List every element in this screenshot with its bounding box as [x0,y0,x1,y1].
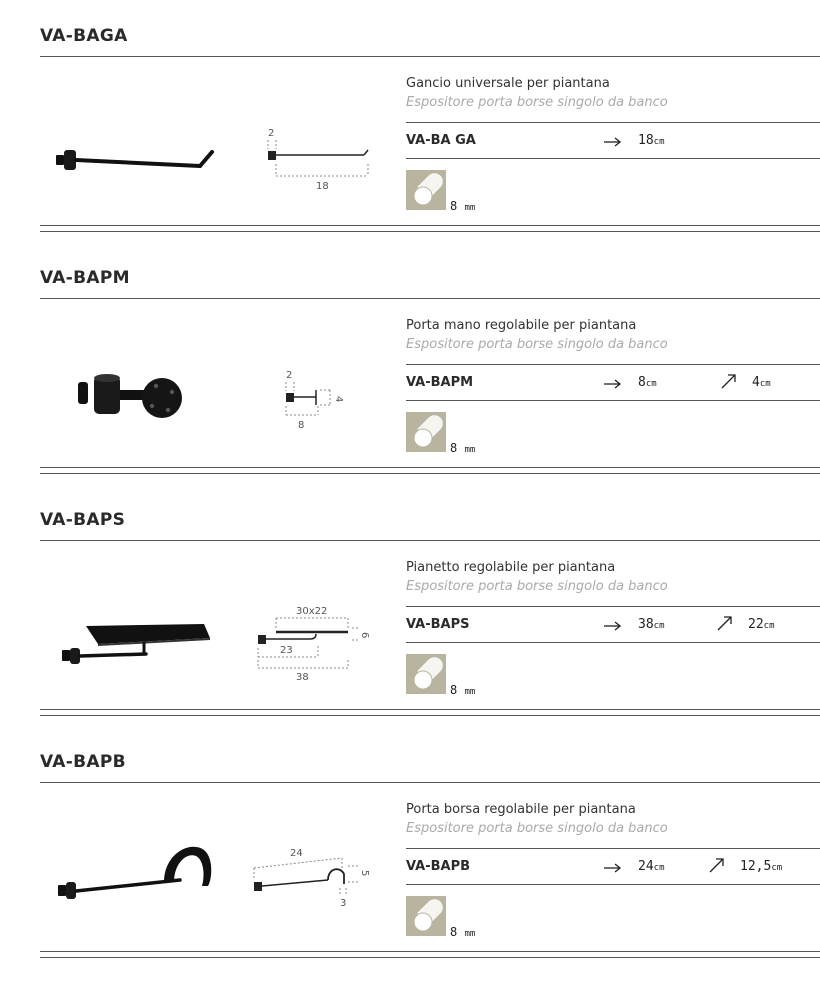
technical-drawing [248,312,388,462]
product-subtitle: Espositore porta borse singolo da banco [406,821,668,836]
product-code: VA-BAPM [406,375,474,390]
tube-diameter-value: 8 mm [450,199,476,213]
product-title: VA-BAPM [40,268,130,288]
product-photo-shelf [40,554,240,704]
divider [406,642,820,643]
product-description: Porta mano regolabile per piantana [406,318,637,333]
dim-label: 2 [268,128,275,139]
arrow-right-icon [602,128,624,150]
arrow-right-icon [602,854,624,876]
divider [40,709,820,710]
divider [40,473,820,474]
height-value: 4cm [752,375,771,390]
product-subtitle: Espositore porta borse singolo da banco [406,337,668,352]
dim-label: 6 [359,632,370,639]
divider [406,884,820,885]
length-value: 18cm [638,133,665,148]
tube-diameter-icon [406,170,446,210]
divider [406,400,820,401]
product-title: VA-BAPS [40,510,126,530]
arrow-diagonal-icon [714,612,736,634]
arrow-right-icon [602,612,624,634]
length-value: 38cm [638,617,665,632]
dim-label: 3 [340,898,347,909]
product-code: VA-BAPB [406,859,471,874]
tube-diameter-value: 8 mm [450,925,476,939]
arrow-diagonal-icon [718,370,740,392]
product-photo-bag-holder [40,796,240,946]
divider [40,951,820,952]
product-info [406,726,820,951]
dim-label: 24 [290,848,303,859]
divider [40,231,820,232]
dim-label: 30x22 [296,606,328,617]
dim-label: 38 [296,672,309,683]
product-code: VA-BAPS [406,617,470,632]
tube-diameter-icon [406,896,446,936]
technical-drawing [248,796,388,946]
divider [406,606,820,607]
dim-label: 8 [298,420,305,431]
divider [406,122,820,123]
product-description: Porta borsa regolabile per piantana [406,802,636,817]
dim-label: 4 [333,396,344,403]
product-photo-hand [40,312,240,462]
length-value: 8cm [638,375,657,390]
technical-drawing [248,554,388,704]
divider [406,848,820,849]
tube-diameter-value: 8 mm [450,441,476,455]
tube-diameter-value: 8 mm [450,683,476,697]
arrow-diagonal-icon [706,854,728,876]
divider [40,467,820,468]
product-title: VA-BAPB [40,752,126,772]
divider [40,225,820,226]
product-description: Gancio universale per piantana [406,76,610,91]
product-code: VA-BA GA [406,133,476,148]
dim-label: 18 [316,181,329,192]
height-value: 12,5cm [740,859,783,874]
product-info [406,0,820,225]
divider [40,957,820,958]
product-section-bapb [0,726,820,968]
tube-diameter-icon [406,412,446,452]
product-info [406,242,820,467]
product-section-baps [0,484,820,726]
height-value: 22cm [748,617,775,632]
divider [406,364,820,365]
length-value: 24cm [638,859,665,874]
product-section-baga [0,0,820,242]
technical-drawing [248,70,388,220]
divider [406,158,820,159]
product-section-bapm [0,242,820,484]
product-description: Pianetto regolabile per piantana [406,560,616,575]
divider [40,715,820,716]
product-subtitle: Espositore porta borse singolo da banco [406,579,668,594]
dim-label: 5 [359,870,370,877]
dim-label: 2 [286,370,293,381]
tube-diameter-icon [406,654,446,694]
product-title: VA-BAGA [40,26,128,46]
product-subtitle: Espositore porta borse singolo da banco [406,95,668,110]
product-photo-hook [40,70,240,220]
product-info [406,484,820,709]
arrow-right-icon [602,370,624,392]
dim-label: 23 [280,645,293,656]
